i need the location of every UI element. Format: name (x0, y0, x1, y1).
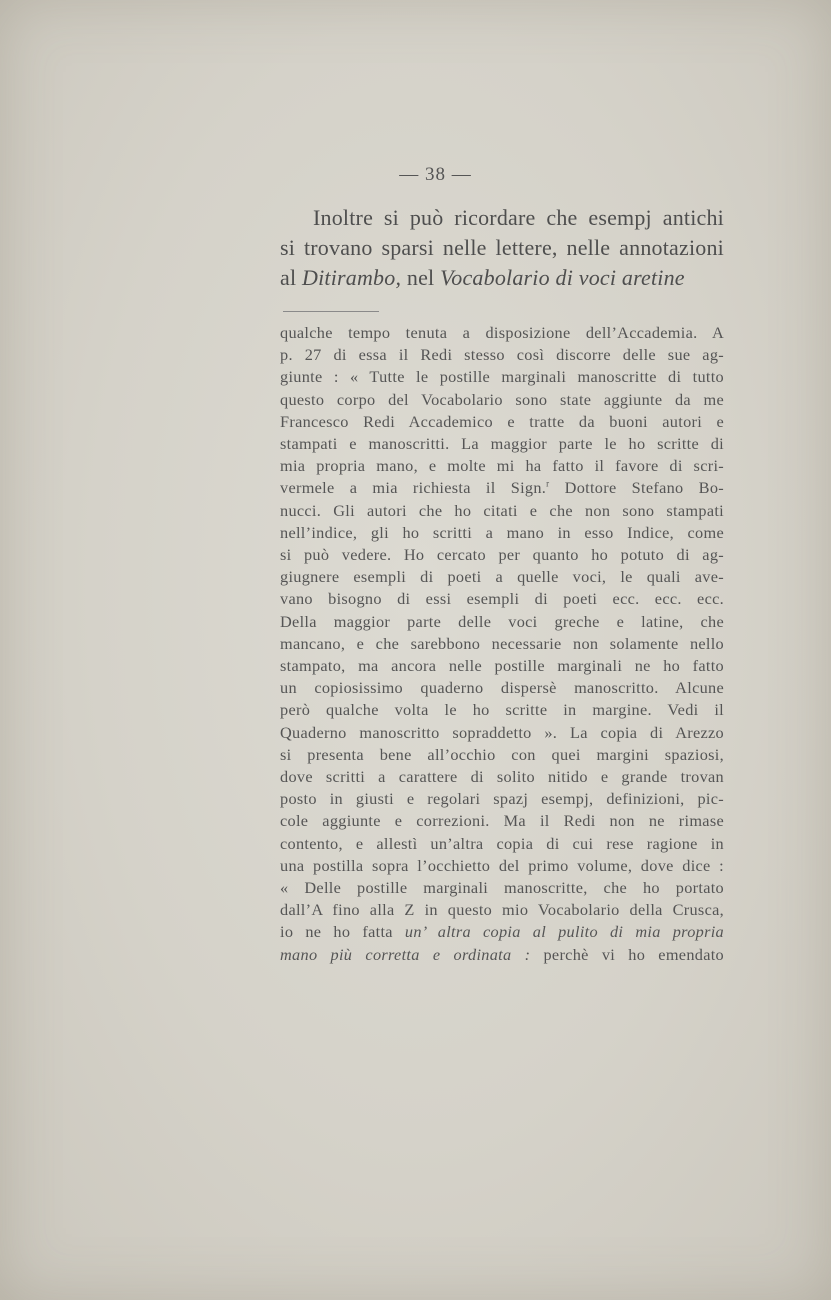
footnote-line: si presenta bene all’occhio con quei margini spaziosi, (280, 744, 724, 764)
footnote-line: però qualche volta le ho scritte in margine. Vedi il (280, 700, 724, 720)
superscript: r (546, 479, 550, 489)
footnote-line: vano bisogno di essi esempli di poeti ecc. ecc. ecc. (280, 589, 724, 609)
footnote-line: dall’A fino alla Z in questo mio Vocabolario della Crusca, (280, 900, 724, 920)
footnote-line: « Delle postille marginali manoscritte, che ho portato (280, 878, 724, 898)
footnote-line: Della maggior parte delle voci greche e latine, che (280, 611, 724, 631)
italic-quote: un’ altra copia al pulito di mia propria (404, 922, 724, 942)
main-text-line (280, 263, 724, 293)
footnote-fragment: io ne ho fatta (280, 922, 405, 942)
footnote-line: stampato, ma ancora nelle postille marginali ne ho fatto (280, 656, 724, 676)
footnote-line: mia propria mano, e molte mi ha fatto il favore di scri- (280, 456, 724, 476)
footnote-line: nell’indice, gli ho scritti a mano in esso Indice, come (280, 522, 724, 542)
footnote-line: giunte : « Tutte le postille marginali manoscritte di tutto (280, 367, 724, 387)
footnote-line: p. 27 di essa il Redi stesso così discorre delle sue ag- (280, 345, 724, 365)
footnote-line: stampati e manoscritti. La maggior parte le ho scritte di (280, 434, 724, 454)
footnote-line: un copiosissimo quaderno dispersè manoscritto. Alcune (280, 678, 724, 698)
italic-title-ditirambo: Ditirambo, (301, 265, 402, 290)
main-text-fragment: al (280, 265, 302, 290)
main-text-line: si trovano sparsi nelle lettere, nelle annotazioni (280, 235, 724, 260)
footnote-text (280, 322, 724, 966)
footnote-fragment: Dottore Stefano Bo- (549, 478, 724, 498)
main-text (280, 203, 724, 293)
footnote-line: questo corpo del Vocabolario sono state aggiunte da me (280, 389, 724, 409)
italic-quote: mano più corretta e ordinata : (280, 944, 531, 964)
footnote-line (280, 921, 724, 943)
footnote-line: Quaderno manoscritto sopraddetto ». La copia di Arezzo (280, 722, 724, 742)
footnote-line: cole aggiunte e correzioni. Ma il Redi non ne rimase (280, 811, 724, 831)
footnote-line (280, 944, 724, 966)
footnote-line: Francesco Redi Accademico e tratte da buoni autori e (280, 411, 724, 431)
footnote-line: dove scritti a carattere di solito nitido e grande trovan (280, 767, 724, 787)
page-number: — 38 — (399, 164, 472, 185)
main-text-fragment: nel (401, 265, 441, 290)
footnote-line: giugnere esempli di poeti a quelle voci, le quali ave- (280, 567, 724, 587)
footnote-line: qualche tempo tenuta a disposizione dell’Accademia. A (280, 323, 724, 342)
footnote-line: mancano, e che sarebbono necessarie non solamente nello (280, 633, 724, 653)
footnote-line: contento, e allestì un’altra copia di cui rese ragione in (280, 833, 724, 853)
footnote-fragment: perchè vi ho emendato (530, 944, 724, 964)
footnote-line: si può vedere. Ho cercato per quanto ho potuto di ag- (280, 545, 724, 565)
italic-title-vocabolario: Vocabolario di voci aretine (440, 265, 685, 290)
footnote-line: posto in giusti e regolari spazj esempj, definizioni, pic- (280, 789, 724, 809)
footnote-separator (283, 311, 379, 312)
footnote-fragment: vermele a mia richiesta il Sign. (280, 478, 547, 498)
footnote-line: nucci. Gli autori che ho citati e che non sono stampati (280, 500, 724, 520)
main-text-line: Inoltre si può ricordare che esempj antichi (313, 205, 724, 230)
footnote-line: una postilla sopra l’occhietto del primo volume, dove dice : (280, 855, 724, 875)
footnote-line (280, 477, 724, 499)
